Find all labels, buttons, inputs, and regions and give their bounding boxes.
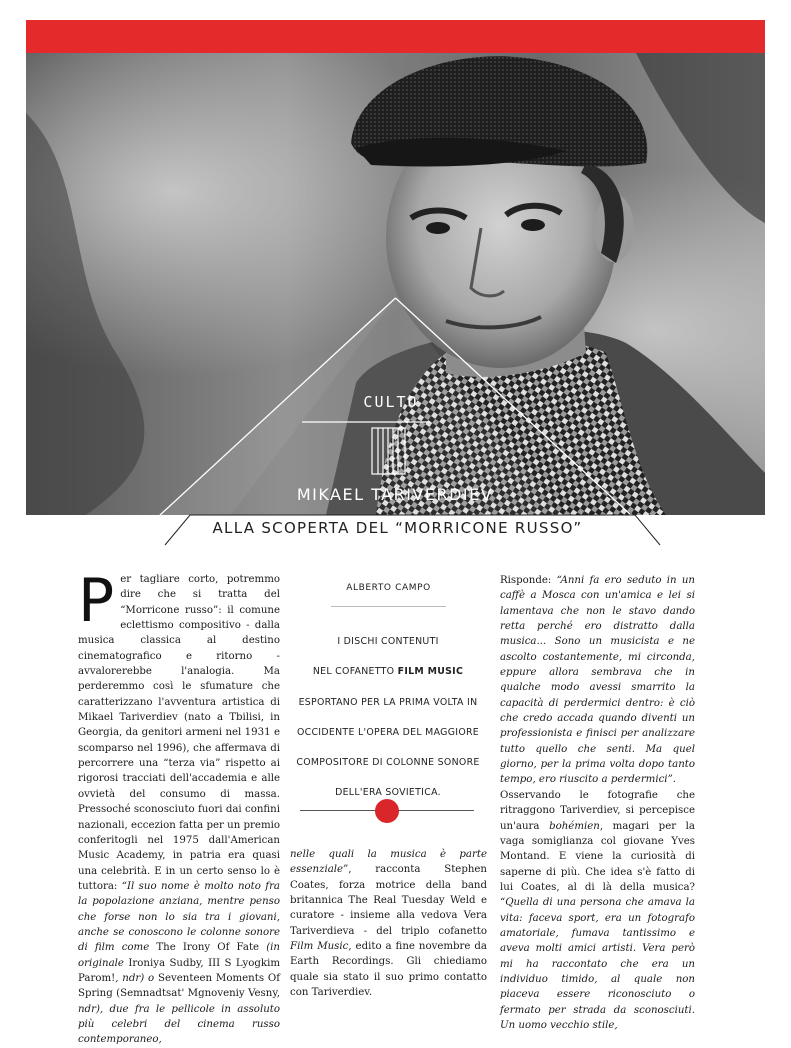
pull-quote — [286, 627, 490, 809]
body-text: , racconta Stephen Coates, forza motrice della band britannica The Real Tuesday Weld e curatore - insieme alla vedova Vera Tariverdieva - del triplo cofanetto — [290, 864, 487, 937]
body-text: . — [672, 774, 677, 786]
film-title: Ironiya Sudby, III S Lyogkim Parom! — [78, 957, 281, 984]
pull-quote-line: DELL'ERA SOVIETICA. — [335, 787, 441, 799]
article-column-middle — [290, 847, 487, 1000]
pull-quote-line: COMPOSITORE DI COLONNE SONORE — [296, 757, 480, 769]
body-text: Risponde: — [500, 575, 557, 586]
pull-quote-line: I DISCHI CONTENUTI — [337, 636, 439, 647]
portrait-photo-icon — [26, 53, 765, 515]
drop-cap: P — [78, 566, 115, 636]
author-byline: ALBERTO CAMPO — [346, 583, 431, 593]
body-text: Osservando le fotografie che ritraggono Tariverdiev, si percepisce un'aura — [500, 789, 695, 832]
article-subtitle: ALLA SCOPERTA DEL “MORRICONE RUSSO” — [212, 519, 583, 537]
article-column-right — [500, 573, 695, 1033]
quote-text: , ndr) o — [115, 972, 159, 984]
pull-quote-line — [286, 657, 490, 687]
body-text: , magari per la vaga somiglianza col giovane Yves Montand. E viene la curiosità di saperne di più. Che idea s'è fatto di lui Coates, al di là della musica? — [500, 820, 695, 893]
film-title: (Semnadtsat' Mgnoveniy Vesny, — [112, 988, 280, 1000]
body-text: , edito a fine novembre da Earth Recordings. Gli chiediamo quale sia stato il suo primo contatto con Tariverdiev. — [290, 941, 487, 999]
quote-text: nelle quali la musica è parte essenziale” — [290, 849, 487, 876]
quote-text: ndr), due fra le pellicole in assoluto più celebri del cinema russo contemporaneo, — [78, 1003, 280, 1046]
author-divider — [331, 606, 446, 607]
quote-text: “Anni fa ero seduto in un caffè a Mosca con un'amica e lei si lamentava che non le stavo dando retta perché ero distratto dalla musica... Sono un musicista e ne ascolto costantemente, mi circonda, eppure allora sembrava che in qualche modo avessi smarrito la capacità di perdermici dentro: è ciò che credo accada quando diventi un professionista e finisci per analizzare tutto quello che senti. Ma quel giorno, per la prima volta dopo tanto tempo, ero riuscito a perdermici” — [500, 575, 695, 786]
subject-name: MIKAEL TARIVERDIEV — [296, 485, 494, 504]
film-title: The Irony Of Fate — [156, 942, 260, 954]
body-text: er tagliare corto, potremmo dire che si tratta del “Morricone russo”: il comune eclettismo compositivo - dalla musica classica al destino cinematografico e ritorno - avvalorerebbe l'analogia. Ma perderemmo così le sfumature che caratterizzano l'avventura artistica di Mikael Tariverdiev (nato a Tbilisi, in Georgia, da genitori armeni nel 1931 e scomparso nel 1996), che affermava di percorrere una “terza via” rispetto ai rigorosi tracciati dell'accademia e alle ovvietà del consumo di massa. Pressoché sconosciuto fuori dai confini nazionali, eccezion fatta per un premio conferitogli nel 1975 dall'American Music Academy, in patria era quasi una celebrità. E in un certo senso lo è tuttora: — [78, 574, 280, 892]
pull-quote-line: OCCIDENTE L'OPERA DEL MAGGIORE — [296, 726, 480, 738]
quote-text: “Il suo nome è molto noto fra la popolazione anziana, mentre penso che forse non lo sia tra i giovani, anche se conoscono le colonne sonore di film come — [78, 880, 281, 954]
pull-quote-bold: FILM MUSIC — [397, 666, 464, 678]
film-title: Seventeen Moments Of Spring — [78, 972, 280, 1000]
article-column-left — [78, 566, 281, 1048]
hero-portrait-photo — [26, 53, 765, 515]
body-text-italic: bohémien — [549, 820, 600, 832]
header-red-band — [26, 20, 765, 53]
quote-text: (in originale — [78, 942, 280, 969]
quote-text: “Quella di una persona che amava la vita: faceva sport, era un fotografo amatoriale, fumava tantissimo e aveva molti amici artisti. Vera però mi ha raccontato che era un individuo timido, al quale non piaceva essere riconosciuto o fermato per strada da sconosciuti. Un uomo vecchio stile, — [500, 897, 695, 1031]
section-label: CULTO — [363, 393, 419, 411]
red-dot-icon — [375, 799, 399, 823]
pull-quote-line: ESPORTANO PER LA PRIMA VOLTA IN — [298, 696, 478, 708]
box-set-title: Film Music — [290, 941, 349, 953]
pull-quote-text: NEL COFANETTO — [312, 666, 395, 678]
